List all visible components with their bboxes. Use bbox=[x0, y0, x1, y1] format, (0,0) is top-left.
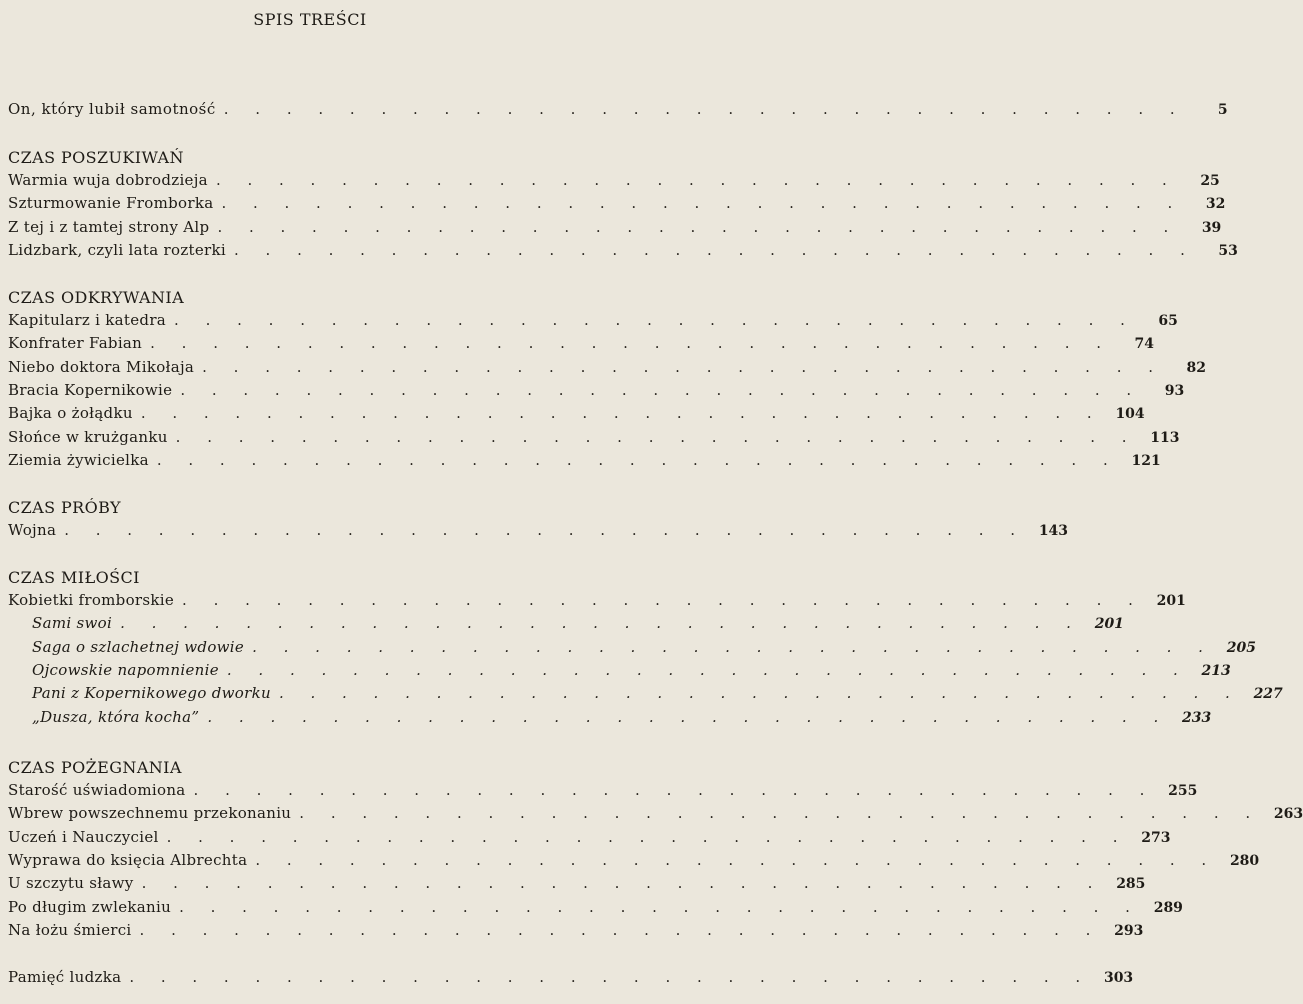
dot-leader: . . . . . . . . . . . . . . . . . . . . . . . . . . . . . . . bbox=[226, 660, 1189, 679]
toc-entry[interactable] bbox=[8, 334, 1154, 353]
dot-leader: . . . . . . . . . . . . . . . . . . . . . . . . . . . . . . . bbox=[175, 427, 1138, 446]
dot-leader: . . . . . . . . . . . . . . . . . . . . . . . . . . . . . . . bbox=[234, 240, 1196, 259]
dot-leader: . . . . . . . . . . . . . . . . . . . . . . . . . . . . . . . bbox=[179, 897, 1141, 916]
entry-title: Bajka o żołądku bbox=[8, 404, 133, 423]
toc-entry[interactable] bbox=[8, 920, 1144, 939]
section-header: CZAS POŻEGNANIA bbox=[8, 758, 182, 777]
page-number: 53 bbox=[1218, 242, 1238, 259]
dot-leader: . . . . . . . . . . . . . . . . . . . . . . . . . . . . . . . bbox=[140, 404, 1103, 423]
entry-title: Sami swoi bbox=[32, 614, 113, 633]
dot-leader: . . . . . . . . . . . . . . . . . . . . . . . . . . . . . . . bbox=[207, 707, 1170, 726]
page-number: 201 bbox=[1156, 593, 1186, 609]
dot-leader: . . . . . . . . . . . . . . . . . . . . . . . . . . . . . . . bbox=[215, 171, 1178, 189]
toc-entry[interactable] bbox=[8, 804, 1303, 823]
page-number: 32 bbox=[1205, 196, 1226, 213]
dot-leader: . . . . . . . . . . . . . . . . . . . . . . . . . . . . . . . bbox=[223, 100, 1186, 118]
dot-leader: . . . . . . . . . . . . . . . . . . . . . . . . . . . . . . . bbox=[299, 804, 1262, 823]
entry-title: „Dusza, która kocha” bbox=[32, 707, 200, 726]
toc-entry[interactable] bbox=[32, 684, 1283, 703]
dot-leader: . . . . . . . . . . . . . . . . . . . . . . . . . . . . . . . bbox=[141, 874, 1104, 893]
entry-title: Starość uświadomiona bbox=[8, 781, 186, 799]
dot-leader: . . . . . . . . . . . . . . . . . . . . . . . . . . . . . . . bbox=[217, 217, 1180, 236]
entry-title: Słońce w krużganku bbox=[8, 427, 168, 446]
dot-leader: . . . . . . . . . . . . . . . . . . . . . . . . . . . . . . . bbox=[156, 450, 1119, 469]
page-title: SPIS TREŚCI bbox=[253, 10, 367, 29]
entry-title: Niebo doktora Mikołaja bbox=[8, 357, 195, 376]
dot-leader: . . . . . . . . . . . . . . . . . . . . . . . . . . . . . . . bbox=[166, 827, 1129, 846]
page-number: 255 bbox=[1168, 783, 1198, 799]
toc-entry[interactable] bbox=[8, 450, 1161, 469]
page-number: 303 bbox=[1103, 970, 1134, 986]
dot-leader: . . . . . . . . . . . . . . . . . . . . . . . . . . . . . . . bbox=[180, 380, 1143, 399]
toc-entry[interactable] bbox=[8, 100, 1228, 118]
toc-entry[interactable] bbox=[8, 380, 1185, 399]
entry-title: Po długim zwlekaniu bbox=[8, 897, 172, 916]
entry-title: Szturmowanie Fromborka bbox=[8, 194, 214, 213]
toc-entry[interactable] bbox=[32, 660, 1231, 679]
dot-leader: . . . . . . . . . . . . . . . . . . . . . . . . . . . . . . . bbox=[193, 781, 1156, 799]
entry-title: Kapitularz i katedra bbox=[8, 311, 167, 329]
section-header: CZAS MIŁOŚCI bbox=[8, 568, 140, 587]
page-number: 104 bbox=[1115, 406, 1145, 423]
toc-entry[interactable] bbox=[8, 874, 1146, 893]
entry-title: Na łożu śmierci bbox=[8, 920, 132, 939]
entry-title: Pamięć ludzka bbox=[8, 968, 122, 986]
page-number: 280 bbox=[1229, 852, 1260, 869]
entry-title: On, który lubił samotność bbox=[8, 100, 216, 118]
page-number: 285 bbox=[1116, 876, 1146, 893]
toc-entry[interactable] bbox=[8, 781, 1198, 799]
toc-entry[interactable] bbox=[32, 637, 1256, 656]
toc-entry[interactable] bbox=[32, 707, 1212, 726]
entry-title: Z tej i z tamtej strony Alp bbox=[8, 217, 210, 236]
page-number: 213 bbox=[1201, 662, 1231, 679]
toc-entry[interactable] bbox=[8, 897, 1183, 916]
entry-title: Uczeń i Nauczyciel bbox=[8, 827, 159, 846]
section-header: CZAS POSZUKIWAŃ bbox=[8, 148, 184, 167]
page-number: 82 bbox=[1186, 359, 1206, 376]
dot-leader: . . . . . . . . . . . . . . . . . . . . . . . . . . . . . . . bbox=[150, 334, 1112, 353]
entry-title: Ziemia żywicielka bbox=[8, 450, 149, 469]
dot-leader: . . . . . . . . . . . . . . . . . . . . . . . . . . . . . . . bbox=[64, 521, 1027, 539]
dot-leader: . . . . . . . . . . . . . . . . . . . . . . . . . . . . . . . bbox=[174, 311, 1136, 329]
toc-entry[interactable] bbox=[8, 827, 1171, 846]
page-number: 121 bbox=[1131, 452, 1161, 469]
dot-leader: . . . . . . . . . . . . . . . . . . . . . . . . . . . . . . . bbox=[202, 357, 1164, 376]
toc-entry[interactable] bbox=[8, 427, 1180, 446]
page-number: 289 bbox=[1153, 899, 1183, 916]
toc-entry[interactable] bbox=[32, 614, 1124, 633]
dot-leader: . . . . . . . . . . . . . . . . . . . . . . . . . . . . . . . bbox=[278, 684, 1241, 703]
dot-leader: . . . . . . . . . . . . . . . . . . . . . . . . . . . . . . . bbox=[129, 968, 1092, 986]
entry-title: U szczytu sławy bbox=[8, 874, 134, 893]
toc-entry[interactable] bbox=[8, 240, 1238, 259]
page-number: 93 bbox=[1164, 382, 1185, 399]
toc-entry[interactable] bbox=[8, 357, 1206, 376]
dot-leader: . . . . . . . . . . . . . . . . . . . . . . . . . . . . . . . bbox=[139, 920, 1102, 939]
page-number: 143 bbox=[1038, 523, 1069, 539]
page-number: 227 bbox=[1253, 686, 1283, 703]
dot-leader: . . . . . . . . . . . . . . . . . . . . . . . . . . . . . . . bbox=[255, 850, 1218, 869]
toc-entry[interactable] bbox=[8, 850, 1260, 869]
page-number: 74 bbox=[1134, 336, 1154, 353]
entry-title: Kobietki fromborskie bbox=[8, 591, 175, 609]
page-number: 65 bbox=[1158, 313, 1178, 329]
section-header: CZAS ODKRYWANIA bbox=[8, 288, 185, 307]
dot-leader: . . . . . . . . . . . . . . . . . . . . . . . . . . . . . . . bbox=[221, 194, 1184, 213]
section-header: CZAS PRÓBY bbox=[8, 498, 121, 517]
entry-title: Warmia wuja dobrodzieja bbox=[8, 171, 208, 189]
toc-entry[interactable] bbox=[8, 194, 1226, 213]
toc-entry[interactable] bbox=[8, 311, 1178, 329]
entry-title: Wyprawa do księcia Albrechta bbox=[8, 850, 248, 869]
page-number: 263 bbox=[1273, 806, 1303, 823]
entry-title: Lidzbark, czyli lata rozterki bbox=[8, 240, 226, 259]
page-number: 201 bbox=[1094, 616, 1124, 633]
page-number: 25 bbox=[1200, 173, 1220, 189]
page-number: 293 bbox=[1114, 922, 1144, 939]
toc-entry[interactable] bbox=[8, 217, 1222, 236]
entry-title: Saga o szlachetnej wdowie bbox=[32, 637, 245, 656]
entry-title: Ojcowskie napomnienie bbox=[32, 660, 219, 679]
page-number: 205 bbox=[1226, 639, 1256, 656]
toc-entry[interactable] bbox=[8, 521, 1069, 539]
page-number: 113 bbox=[1150, 429, 1180, 446]
entry-title: Wbrew powszechnemu przekonaniu bbox=[8, 804, 292, 823]
page-number: 39 bbox=[1201, 219, 1222, 236]
page-number: 273 bbox=[1141, 829, 1171, 846]
toc-entry[interactable] bbox=[8, 591, 1186, 609]
toc-entry[interactable] bbox=[8, 404, 1145, 423]
dot-leader: . . . . . . . . . . . . . . . . . . . . . . . . . . . . . . . bbox=[252, 637, 1214, 656]
page-number: 233 bbox=[1182, 709, 1212, 726]
page-number: 5 bbox=[1217, 102, 1228, 118]
toc-entry[interactable] bbox=[8, 968, 1134, 986]
entry-title: Bracia Kopernikowie bbox=[8, 380, 173, 399]
toc-entry[interactable] bbox=[8, 171, 1220, 189]
dot-leader: . . . . . . . . . . . . . . . . . . . . . . . . . . . . . . . bbox=[120, 614, 1082, 633]
dot-leader: . . . . . . . . . . . . . . . . . . . . . . . . . . . . . . . bbox=[182, 591, 1144, 609]
entry-title: Pani z Kopernikowego dworku bbox=[32, 684, 271, 703]
entry-title: Wojna bbox=[8, 521, 57, 539]
entry-title: Konfrater Fabian bbox=[8, 334, 143, 353]
